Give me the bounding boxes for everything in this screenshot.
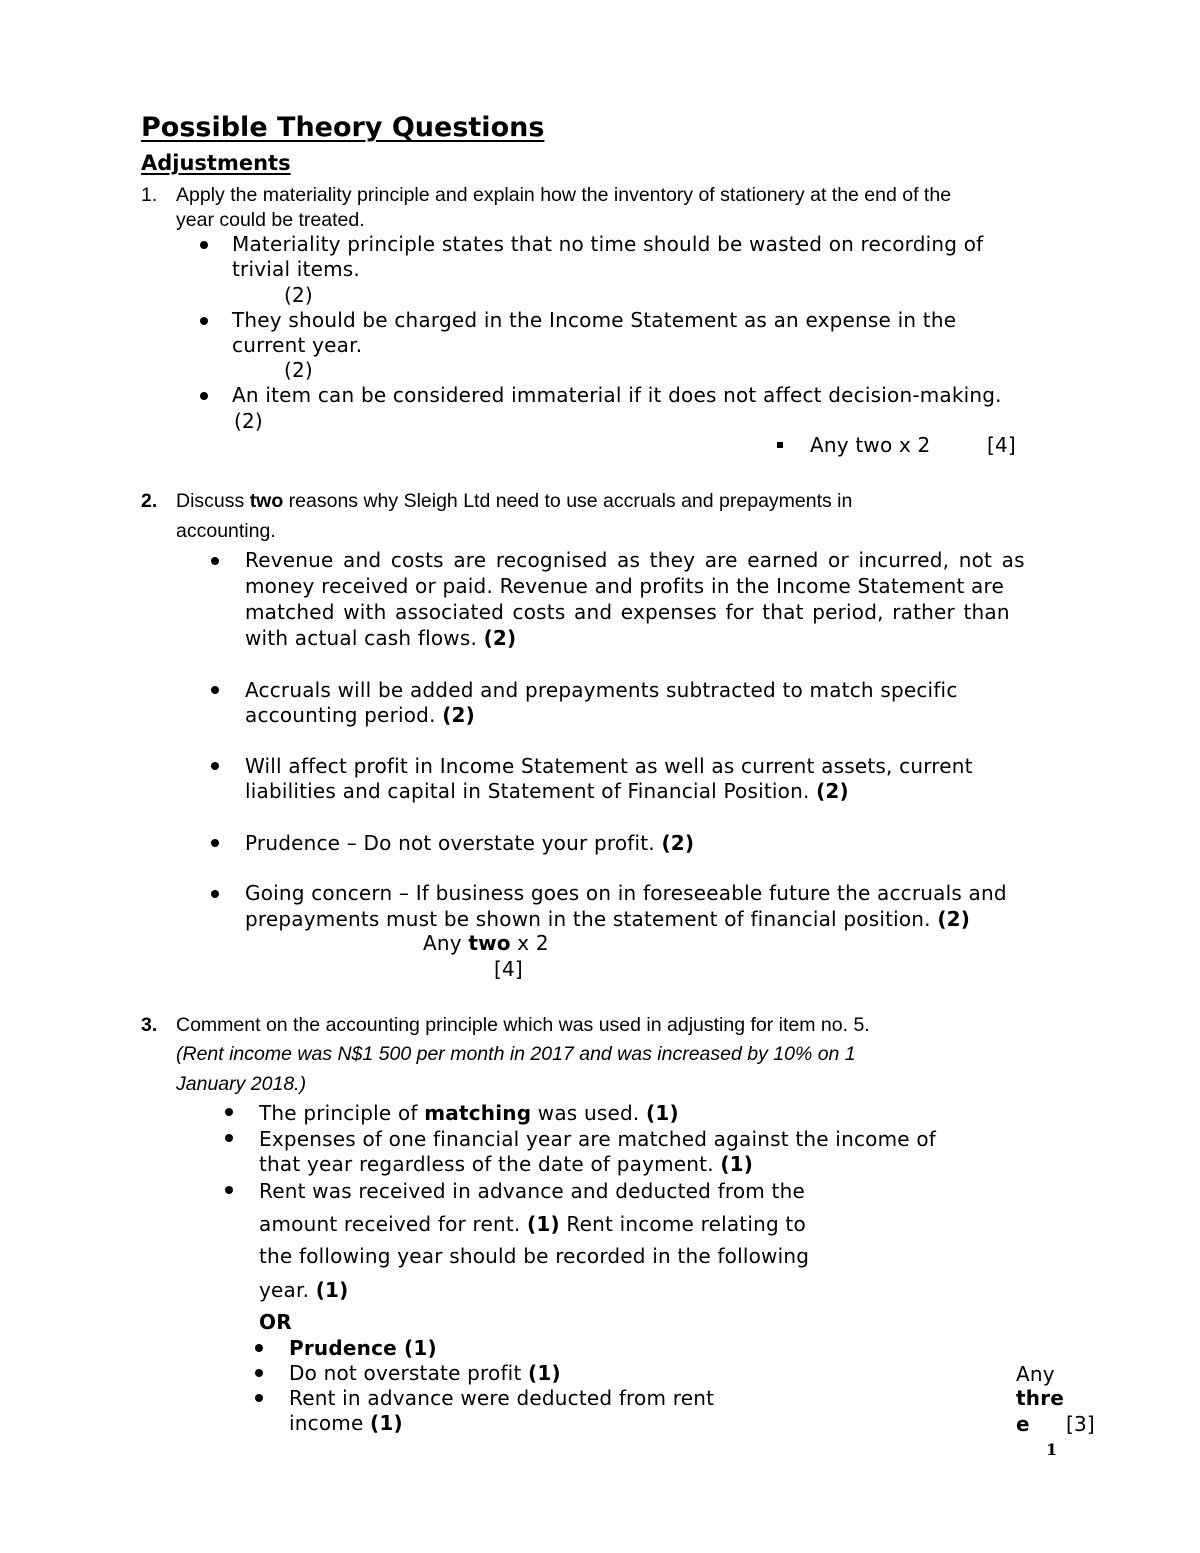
q1-answer1-line1: Materiality principle states that no time should be wasted on recording of	[232, 232, 984, 256]
bullet-icon	[211, 686, 219, 694]
q1-answer2-line2: current year.	[232, 333, 363, 357]
q2-answer1-line4: with actual cash flows. (2)	[245, 626, 517, 650]
bullet-icon	[255, 1344, 263, 1352]
q3-answer2-line2: that year regardless of the date of payment. (1)	[259, 1152, 754, 1176]
bullet-icon	[200, 317, 208, 325]
q3-text-line3: January 2018.)	[176, 1073, 307, 1095]
q3-alt-answer3-line2: income (1)	[289, 1411, 403, 1435]
q3-text-line1: Comment on the accounting principle which was used in adjusting for item no. 5.	[176, 1014, 870, 1036]
bullet-icon	[225, 1108, 233, 1116]
q1-answer2-mark: (2)	[284, 358, 313, 382]
q3-number: 3.	[141, 1014, 158, 1036]
q2-answer5-line1: Going concern – If business goes on in foreseeable future the accruals and	[245, 881, 1007, 905]
q3-answer1: The principle of matching was used. (1)	[259, 1101, 679, 1125]
bullet-icon	[225, 1134, 233, 1142]
q2-answer2-line1: Accruals will be added and prepayments subtracted to match specific	[245, 678, 958, 702]
q2-answer1-line3: matched with associated costs and expenses for that period, rather than	[245, 600, 1010, 624]
square-bullet-icon	[777, 442, 783, 448]
q1-answer1-mark: (2)	[284, 283, 313, 307]
q2-number: 2.	[141, 490, 158, 512]
bullet-icon	[211, 762, 219, 770]
q3-answer3-line1: Rent was received in advance and deducted from the	[259, 1179, 805, 1203]
q2-answer3-line1: Will affect profit in Income Statement as well as current assets, current	[245, 754, 973, 778]
bullet-icon	[200, 392, 208, 400]
section-heading: Adjustments	[141, 151, 291, 175]
q2-answer4-line1: Prudence – Do not overstate your profit. (2)	[245, 831, 695, 855]
q2-answer1-line2: money received or paid. Revenue and profits in the Income Statement are	[245, 574, 1005, 598]
q3-answer3-line4: year. (1)	[259, 1278, 349, 1302]
q3-any-line1: Any	[1016, 1362, 1055, 1386]
q3-alt-answer2: Do not overstate profit (1)	[289, 1361, 561, 1385]
q3-any-line2: thre	[1016, 1386, 1065, 1410]
q2-answer1-line1: Revenue and costs are recognised as they are earned or incurred, not as	[245, 548, 1025, 572]
q3-alt-answer1: Prudence (1)	[289, 1336, 437, 1360]
q1-number: 1.	[141, 184, 158, 206]
q3-any-line3: e	[1016, 1412, 1030, 1436]
q1-text-line1: Apply the materiality principle and explain how the inventory of stationery at the end of the	[176, 184, 952, 206]
q2-answer3-line2: liabilities and capital in Statement of Financial Position. (2)	[245, 779, 849, 803]
q3-total: [3]	[1066, 1412, 1095, 1436]
q3-alt-answer3-line1: Rent in advance were deducted from rent	[289, 1386, 715, 1410]
q1-total: [4]	[987, 433, 1016, 457]
bullet-icon	[211, 557, 219, 565]
q1-answer2-line1: They should be charged in the Income Statement as an expense in the	[232, 308, 957, 332]
page-number: 1	[1046, 1440, 1058, 1459]
q2-text-line1: Discuss two reasons why Sleigh Ltd need to use accruals and prepayments in	[176, 490, 853, 512]
q1-answer3-mark: (2)	[234, 409, 263, 433]
q3-answer3-line3: the following year should be recorded in the following	[259, 1244, 810, 1268]
q1-answer1-line2: trivial items.	[232, 257, 360, 281]
q1-any-two: Any two x 2	[810, 433, 931, 457]
q1-answer3-line1: An item can be considered immaterial if it does not affect decision-making.	[232, 383, 1002, 407]
bullet-icon	[255, 1394, 263, 1402]
bullet-icon	[225, 1186, 233, 1194]
q3-answer3-line2: amount received for rent. (1) Rent income relating to	[259, 1212, 806, 1236]
bullet-icon	[200, 241, 208, 249]
page-title: Possible Theory Questions	[141, 112, 545, 143]
bullet-icon	[211, 890, 219, 898]
q2-text-line2: accounting.	[176, 520, 276, 542]
q2-answer2-line2: accounting period. (2)	[245, 703, 476, 727]
bullet-icon	[255, 1369, 263, 1377]
bullet-icon	[211, 839, 219, 847]
q2-total: [4]	[494, 957, 523, 981]
q3-text-line2: (Rent income was N$1 500 per month in 2017 and was increased by 10% on 1	[176, 1043, 856, 1065]
q1-text-line2: year could be treated.	[176, 209, 365, 231]
q2-any-two: Any two x 2	[423, 931, 549, 955]
q2-answer5-line2: prepayments must be shown in the statement of financial position. (2)	[245, 907, 971, 931]
q3-or: OR	[259, 1310, 292, 1334]
q3-answer2-line1: Expenses of one financial year are matched against the income of	[259, 1127, 936, 1151]
